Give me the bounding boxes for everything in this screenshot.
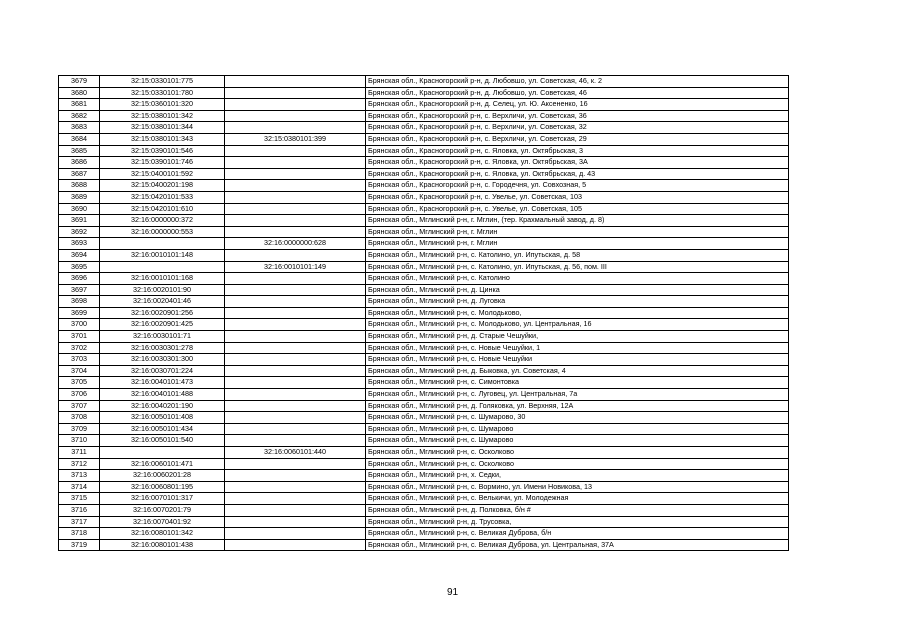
- address-cell: Брянская обл., Красногорский р-н, с. Яловка, ул. Октябрьская, 3А: [366, 157, 789, 169]
- address-cell: Брянская обл., Мглинский р-н, д. Голяковка, ул. Верхняя, 12А: [366, 400, 789, 412]
- table-row: [59, 99, 789, 111]
- table-row: [59, 296, 789, 308]
- related-cadastral-number-cell: [225, 504, 366, 516]
- table-row: [59, 493, 789, 505]
- cadastral-number-cell: 32:16:0050101:408: [100, 412, 225, 424]
- cadastral-number-cell: 32:15:0380101:342: [100, 110, 225, 122]
- cadastral-number-cell: 32:15:0330101:775: [100, 76, 225, 88]
- cadastral-number-cell: 32:16:0070201:79: [100, 504, 225, 516]
- table-row: [59, 180, 789, 192]
- address-cell: Брянская обл., Красногорский р-н, д. Любовшо, ул. Советская, 46, к. 2: [366, 76, 789, 88]
- related-cadastral-number-cell: [225, 435, 366, 447]
- address-cell: Брянская обл., Красногорский р-н, с. Яловка, ул. Октябрьская, 3: [366, 145, 789, 157]
- related-cadastral-number-cell: [225, 110, 366, 122]
- address-cell: Брянская обл., Красногорский р-н, с. Яловка, ул. Октябрьская, д. 43: [366, 168, 789, 180]
- row-number-cell: 3679: [59, 76, 100, 88]
- table-row: [59, 423, 789, 435]
- table-row: [59, 481, 789, 493]
- cadastral-number-cell: 32:16:0000000:372: [100, 215, 225, 227]
- table-row: [59, 238, 789, 250]
- related-cadastral-number-cell: 32:16:0000000:628: [225, 238, 366, 250]
- row-number-cell: 3715: [59, 493, 100, 505]
- address-cell: Брянская обл., Мглинский р-н, х. Седки,: [366, 470, 789, 482]
- table-row: [59, 215, 789, 227]
- address-cell: Брянская обл., Мглинский р-н, г. Мглин: [366, 238, 789, 250]
- cadastral-number-cell: 32:16:0060101:471: [100, 458, 225, 470]
- table-row: [59, 389, 789, 401]
- row-number-cell: 3690: [59, 203, 100, 215]
- table-row: [59, 307, 789, 319]
- table-row: [59, 528, 789, 540]
- document-table: [58, 75, 789, 551]
- table-row: [59, 331, 789, 343]
- table-row: [59, 539, 789, 551]
- cadastral-number-cell: 32:15:0380101:344: [100, 122, 225, 134]
- address-cell: Брянская обл., Красногорский р-н, с. Верхличи, ул. Советская, 29: [366, 133, 789, 145]
- address-cell: Брянская обл., Красногорский р-н, с. Городечня, ул. Совхозная, 5: [366, 180, 789, 192]
- cadastral-number-cell: 32:16:0040101:488: [100, 389, 225, 401]
- cadastral-number-cell: 32:16:0010101:148: [100, 249, 225, 261]
- address-cell: Брянская обл., Мглинский р-н, с. Католино, ул. Ипутьская, д. 56, пом. III: [366, 261, 789, 273]
- table-row: [59, 168, 789, 180]
- row-number-cell: 3694: [59, 249, 100, 261]
- row-number-cell: 3709: [59, 423, 100, 435]
- related-cadastral-number-cell: [225, 377, 366, 389]
- table-row: [59, 354, 789, 366]
- page-number: 91: [446, 587, 459, 598]
- related-cadastral-number-cell: [225, 481, 366, 493]
- table-row: [59, 145, 789, 157]
- table-row: [59, 284, 789, 296]
- cadastral-number-cell: [100, 238, 225, 250]
- row-number-cell: 3687: [59, 168, 100, 180]
- related-cadastral-number-cell: [225, 122, 366, 134]
- cadastral-number-cell: 32:16:0030701:224: [100, 365, 225, 377]
- table-row: [59, 342, 789, 354]
- row-number-cell: 3713: [59, 470, 100, 482]
- row-number-cell: 3712: [59, 458, 100, 470]
- address-cell: Брянская обл., Мглинский р-н, г. Мглин, (тер. Крахмальный завод, д. 8): [366, 215, 789, 227]
- related-cadastral-number-cell: [225, 307, 366, 319]
- table-row: [59, 365, 789, 377]
- related-cadastral-number-cell: [225, 458, 366, 470]
- table-row: [59, 400, 789, 412]
- row-number-cell: 3686: [59, 157, 100, 169]
- address-cell: Брянская обл., Мглинский р-н, с. Шумарово, 30: [366, 412, 789, 424]
- table-row: [59, 504, 789, 516]
- cadastral-number-cell: 32:16:0000000:553: [100, 226, 225, 238]
- row-number-cell: 3716: [59, 504, 100, 516]
- related-cadastral-number-cell: [225, 168, 366, 180]
- related-cadastral-number-cell: [225, 99, 366, 111]
- related-cadastral-number-cell: [225, 493, 366, 505]
- row-number-cell: 3719: [59, 539, 100, 551]
- related-cadastral-number-cell: [225, 365, 366, 377]
- table-row: [59, 133, 789, 145]
- address-cell: Брянская обл., Мглинский р-н, с. Шумарово: [366, 423, 789, 435]
- cadastral-number-cell: 32:15:0330101:780: [100, 87, 225, 99]
- row-number-cell: 3683: [59, 122, 100, 134]
- address-cell: Брянская обл., Мглинский р-н, д. Быковка, ул. Советская, 4: [366, 365, 789, 377]
- row-number-cell: 3711: [59, 447, 100, 459]
- related-cadastral-number-cell: [225, 226, 366, 238]
- related-cadastral-number-cell: 32:15:0380101:399: [225, 133, 366, 145]
- address-cell: Брянская обл., Мглинский р-н, с. Осколково: [366, 458, 789, 470]
- address-cell: Брянская обл., Мглинский р-н, г. Мглин: [366, 226, 789, 238]
- cadastral-number-cell: 32:15:0420101:610: [100, 203, 225, 215]
- cadastral-number-cell: 32:16:0030101:71: [100, 331, 225, 343]
- row-number-cell: 3689: [59, 191, 100, 203]
- cadastral-number-cell: 32:15:0390101:546: [100, 145, 225, 157]
- related-cadastral-number-cell: [225, 215, 366, 227]
- cadastral-number-cell: 32:16:0050101:540: [100, 435, 225, 447]
- address-cell: Брянская обл., Мглинский р-н, с. Молодьково,: [366, 307, 789, 319]
- cadastral-number-cell: 32:15:0420101:533: [100, 191, 225, 203]
- related-cadastral-number-cell: [225, 157, 366, 169]
- row-number-cell: 3705: [59, 377, 100, 389]
- table-row: [59, 412, 789, 424]
- row-number-cell: 3699: [59, 307, 100, 319]
- cadastral-number-cell: 32:15:0360101:320: [100, 99, 225, 111]
- address-cell: Брянская обл., Мглинский р-н, д. Трусовка,: [366, 516, 789, 528]
- table-row: [59, 249, 789, 261]
- row-number-cell: 3695: [59, 261, 100, 273]
- row-number-cell: 3707: [59, 400, 100, 412]
- table-row: [59, 470, 789, 482]
- related-cadastral-number-cell: [225, 191, 366, 203]
- table-row: [59, 516, 789, 528]
- cadastral-number-cell: 32:16:0040201:190: [100, 400, 225, 412]
- related-cadastral-number-cell: [225, 284, 366, 296]
- address-cell: Брянская обл., Мглинский р-н, с. Шумарово: [366, 435, 789, 447]
- table-row: [59, 435, 789, 447]
- address-cell: Брянская обл., Мглинский р-н, с. Новые Чешуйки: [366, 354, 789, 366]
- address-cell: Брянская обл., Красногорский р-н, с. Верхличи, ул. Советская, 36: [366, 110, 789, 122]
- row-number-cell: 3693: [59, 238, 100, 250]
- table-row: [59, 191, 789, 203]
- row-number-cell: 3688: [59, 180, 100, 192]
- related-cadastral-number-cell: [225, 389, 366, 401]
- address-cell: Брянская обл., Мглинский р-н, с. Велькичи, ул. Молодежная: [366, 493, 789, 505]
- table-row: [59, 110, 789, 122]
- related-cadastral-number-cell: [225, 76, 366, 88]
- related-cadastral-number-cell: [225, 528, 366, 540]
- cadastral-number-cell: 32:16:0020901:425: [100, 319, 225, 331]
- cadastral-number-cell: 32:15:0380101:343: [100, 133, 225, 145]
- cadastral-number-cell: [100, 261, 225, 273]
- cadastral-number-cell: 32:15:0390101:746: [100, 157, 225, 169]
- table-row: [59, 319, 789, 331]
- table-row: [59, 273, 789, 285]
- address-cell: Брянская обл., Мглинский р-н, с. Молодьково, ул. Центральная, 16: [366, 319, 789, 331]
- cadastral-number-cell: 32:16:0060201:28: [100, 470, 225, 482]
- address-cell: Брянская обл., Красногорский р-н, с. Увелье, ул. Советская, 103: [366, 191, 789, 203]
- related-cadastral-number-cell: [225, 539, 366, 551]
- address-cell: Брянская обл., Мглинский р-н, с. Католино: [366, 273, 789, 285]
- related-cadastral-number-cell: [225, 423, 366, 435]
- cadastral-number-cell: 32:16:0020401:46: [100, 296, 225, 308]
- address-cell: Брянская обл., Красногорский р-н, с. Верхличи, ул. Советская, 32: [366, 122, 789, 134]
- table-body: [59, 76, 789, 551]
- cadastral-number-cell: 32:16:0060801:195: [100, 481, 225, 493]
- table-row: [59, 76, 789, 88]
- address-cell: Брянская обл., Мглинский р-н, д. Луговка: [366, 296, 789, 308]
- row-number-cell: 3685: [59, 145, 100, 157]
- related-cadastral-number-cell: [225, 412, 366, 424]
- related-cadastral-number-cell: [225, 331, 366, 343]
- related-cadastral-number-cell: [225, 249, 366, 261]
- table-row: [59, 458, 789, 470]
- address-cell: Брянская обл., Мглинский р-н, с. Вормино, ул. Имени Новикова, 13: [366, 481, 789, 493]
- row-number-cell: 3698: [59, 296, 100, 308]
- cadastral-number-cell: 32:16:0070401:92: [100, 516, 225, 528]
- related-cadastral-number-cell: [225, 203, 366, 215]
- row-number-cell: 3704: [59, 365, 100, 377]
- row-number-cell: 3697: [59, 284, 100, 296]
- row-number-cell: 3714: [59, 481, 100, 493]
- address-cell: Брянская обл., Мглинский р-н, с. Осколково: [366, 447, 789, 459]
- related-cadastral-number-cell: 32:16:0010101:149: [225, 261, 366, 273]
- related-cadastral-number-cell: [225, 400, 366, 412]
- row-number-cell: 3681: [59, 99, 100, 111]
- related-cadastral-number-cell: [225, 145, 366, 157]
- related-cadastral-number-cell: [225, 319, 366, 331]
- table-row: [59, 157, 789, 169]
- row-number-cell: 3706: [59, 389, 100, 401]
- table-row: [59, 261, 789, 273]
- related-cadastral-number-cell: [225, 516, 366, 528]
- cadastral-number-cell: [100, 447, 225, 459]
- related-cadastral-number-cell: [225, 296, 366, 308]
- address-cell: Брянская обл., Мглинский р-н, д. Старые Чешуйки,: [366, 331, 789, 343]
- address-cell: Брянская обл., Мглинский р-н, с. Симонтовка: [366, 377, 789, 389]
- address-cell: Брянская обл., Красногорский р-н, с. Увелье, ул. Советская, 105: [366, 203, 789, 215]
- related-cadastral-number-cell: [225, 273, 366, 285]
- address-cell: Брянская обл., Мглинский р-н, с. Великая Дуброва, б/н: [366, 528, 789, 540]
- row-number-cell: 3700: [59, 319, 100, 331]
- cadastral-number-cell: 32:15:0400101:592: [100, 168, 225, 180]
- cadastral-number-cell: 32:16:0010101:168: [100, 273, 225, 285]
- address-cell: Брянская обл., Красногорский р-н, д. Любовшо, ул. Советская, 46: [366, 87, 789, 99]
- cadastral-number-cell: 32:16:0080101:438: [100, 539, 225, 551]
- related-cadastral-number-cell: [225, 354, 366, 366]
- cadastral-number-cell: 32:16:0080101:342: [100, 528, 225, 540]
- row-number-cell: 3701: [59, 331, 100, 343]
- address-cell: Брянская обл., Красногорский р-н, д. Селец, ул. Ю. Аксененко, 16: [366, 99, 789, 111]
- row-number-cell: 3708: [59, 412, 100, 424]
- row-number-cell: 3696: [59, 273, 100, 285]
- table-row: [59, 377, 789, 389]
- row-number-cell: 3691: [59, 215, 100, 227]
- cadastral-number-cell: 32:16:0070101:317: [100, 493, 225, 505]
- cadastral-number-cell: 32:16:0020101:90: [100, 284, 225, 296]
- row-number-cell: 3710: [59, 435, 100, 447]
- row-number-cell: 3682: [59, 110, 100, 122]
- table-row: [59, 447, 789, 459]
- cadastral-number-cell: 32:16:0030301:278: [100, 342, 225, 354]
- row-number-cell: 3703: [59, 354, 100, 366]
- address-cell: Брянская обл., Мглинский р-н, с. Новые Чешуйки, 1: [366, 342, 789, 354]
- address-cell: Брянская обл., Мглинский р-н, д. Цинка: [366, 284, 789, 296]
- table-row: [59, 87, 789, 99]
- table-row: [59, 122, 789, 134]
- cadastral-number-cell: 32:15:0400201:198: [100, 180, 225, 192]
- cadastral-number-cell: 32:16:0020901:256: [100, 307, 225, 319]
- row-number-cell: 3702: [59, 342, 100, 354]
- address-cell: Брянская обл., Мглинский р-н, с. Католино, ул. Ипутьская, д. 58: [366, 249, 789, 261]
- related-cadastral-number-cell: [225, 180, 366, 192]
- row-number-cell: 3684: [59, 133, 100, 145]
- table-row: [59, 203, 789, 215]
- row-number-cell: 3717: [59, 516, 100, 528]
- cadastral-number-cell: 32:16:0030301:300: [100, 354, 225, 366]
- related-cadastral-number-cell: [225, 87, 366, 99]
- address-cell: Брянская обл., Мглинский р-н, с. Великая Дуброва, ул. Центральная, 37А: [366, 539, 789, 551]
- row-number-cell: 3680: [59, 87, 100, 99]
- row-number-cell: 3692: [59, 226, 100, 238]
- address-cell: Брянская обл., Мглинский р-н, с. Луговец, ул. Центральная, 7а: [366, 389, 789, 401]
- cadastral-number-cell: 32:16:0040101:473: [100, 377, 225, 389]
- related-cadastral-number-cell: 32:16:0060101:440: [225, 447, 366, 459]
- table-row: [59, 226, 789, 238]
- related-cadastral-number-cell: [225, 470, 366, 482]
- address-cell: Брянская обл., Мглинский р-н, д. Полковка, б/н #: [366, 504, 789, 516]
- related-cadastral-number-cell: [225, 342, 366, 354]
- row-number-cell: 3718: [59, 528, 100, 540]
- cadastral-number-cell: 32:16:0050101:434: [100, 423, 225, 435]
